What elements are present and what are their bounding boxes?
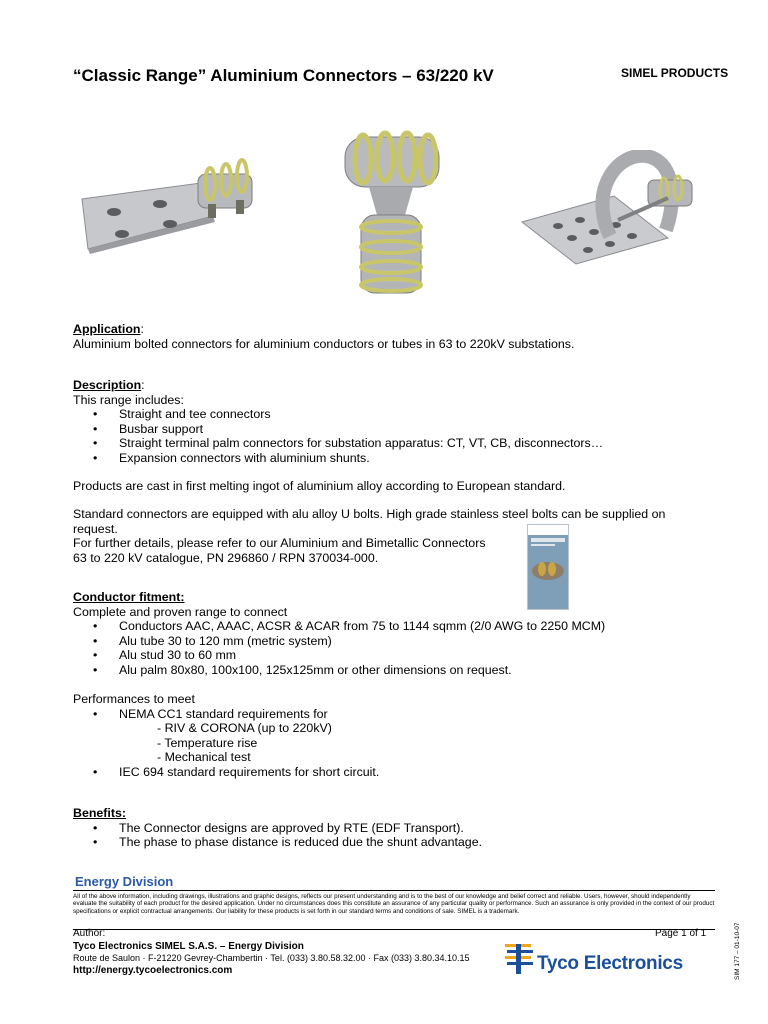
fitment-section [73, 590, 713, 678]
description-section: Description: This range includes: • Straight and tee connectors • Busbar support • Straight terminal palm connectors for substation apparatus: CT, VT, CB, disconnectors… • Expansion connectors with aluminium shunts. [73, 378, 713, 466]
list-item: • The Connector designs are approved by RTE (EDF Transport). [73, 821, 713, 836]
page-title: “Classic Range” Aluminium Connectors – 63/220 kV [73, 66, 494, 85]
list-item: • Busbar support [73, 422, 713, 437]
list-item: • Straight terminal palm connectors for substation apparatus: CT, VT, CB, disconnectors… [73, 436, 713, 451]
list-item: • Conductors AAC, AAAC, ACSR & ACAR from 75 to 1144 sqmm (2/0 AWG to 2250 MCM) [73, 619, 713, 634]
fitment-intro: Complete and proven range to connect [73, 604, 288, 619]
description-heading: Description [73, 378, 142, 392]
footer-divider [73, 929, 715, 930]
busbar-support-photo [518, 150, 708, 265]
list-item: • Alu stud 30 to 60 mm [73, 648, 713, 663]
application-section: Application: Aluminium bolted connectors for aluminium conductors or tubes in 63 to 220kV substations. [73, 322, 713, 351]
disclaimer-text: All of the above information, including drawings, illustrations and graphic designs, reflects our present understanding and is to the best of our knowledge and belief correct and reliable. Users, however, should independently evaluate the suitability of each product for the desired application. Under no circumstances does this constitute an assurance of any particular quality or performance. Such an assurance is only provided in the context of our product specifications or explicit contractual arrangements. Our liability for these products is set forth in our standard terms and conditions of sale. SIMEL is a trademark. [73, 893, 715, 915]
benefits-section [73, 806, 713, 850]
list-item: • NEMA CC1 standard requirements for [73, 707, 713, 722]
brand-label: SIMEL PRODUCTS [621, 66, 729, 80]
description-intro: This range includes: [73, 392, 184, 407]
sub-item: - Mechanical test [157, 750, 251, 765]
sub-item: - Temperature rise [157, 735, 258, 750]
application-text: Aluminium bolted connectors for aluminium conductors or tubes in 63 to 220kV substations. [73, 336, 575, 351]
sub-item: - RIV & CORONA (up to 220kV) [157, 721, 332, 736]
footer-divider [73, 890, 715, 891]
performance-intro: Performances to meet [73, 692, 195, 706]
list-item: • Straight and tee connectors [73, 407, 713, 422]
energy-division-label: Energy Division [75, 874, 174, 889]
application-heading: Application [73, 322, 141, 336]
list-item: • Alu tube 30 to 120 mm (metric system) [73, 634, 713, 649]
bolts-paragraph: Standard connectors are equipped with alu alloy U bolts. High grade stainless steel bolts can be supplied on request. [73, 507, 666, 536]
page-number: Page 1 of 1 [655, 928, 707, 939]
benefits-heading: Benefits: [73, 806, 127, 820]
list-item: • Expansion connectors with aluminium shunts. [73, 451, 713, 466]
palm-connector-photo [78, 154, 263, 254]
tee-connector-photo [333, 127, 448, 299]
list-item: • The phase to phase distance is reduced due the shunt advantage. [73, 835, 713, 850]
tyco-logo-icon [503, 940, 535, 980]
list-item: • IEC 694 standard requirements for short circuit. [73, 765, 713, 780]
tyco-logo [503, 940, 723, 980]
cast-paragraph: Products are cast in first melting ingot of aluminium alloy according to European standard. [73, 479, 566, 493]
catalogue-paragraph: For further details, please refer to our Aluminium and Bimetallic Connectors 63 to 220 kV catalogue, PN 296860 / RPN 370034-000. [73, 536, 486, 565]
company-name: Tyco Electronics SIMEL S.A.S. – Energy Division [73, 941, 304, 952]
website-link[interactable]: http://energy.tycoelectronics.com [73, 965, 233, 976]
fitment-heading: Conductor fitment: [73, 590, 185, 604]
list-item: • Alu palm 80x80, 100x100, 125x125mm or other dimensions on request. [73, 663, 713, 678]
performance-section [73, 692, 713, 780]
author-label: Author: [73, 928, 106, 939]
company-address: Route de Saulon · F-21220 Gevrey-Chambertin · Tel. (033) 3.80.58.32.00 · Fax (033) 3.80.34.10.15 [73, 953, 470, 963]
document-reference: SIM 177 – 01-10-07 [734, 922, 741, 980]
tyco-logo-text: Tyco Electronics [537, 953, 683, 974]
